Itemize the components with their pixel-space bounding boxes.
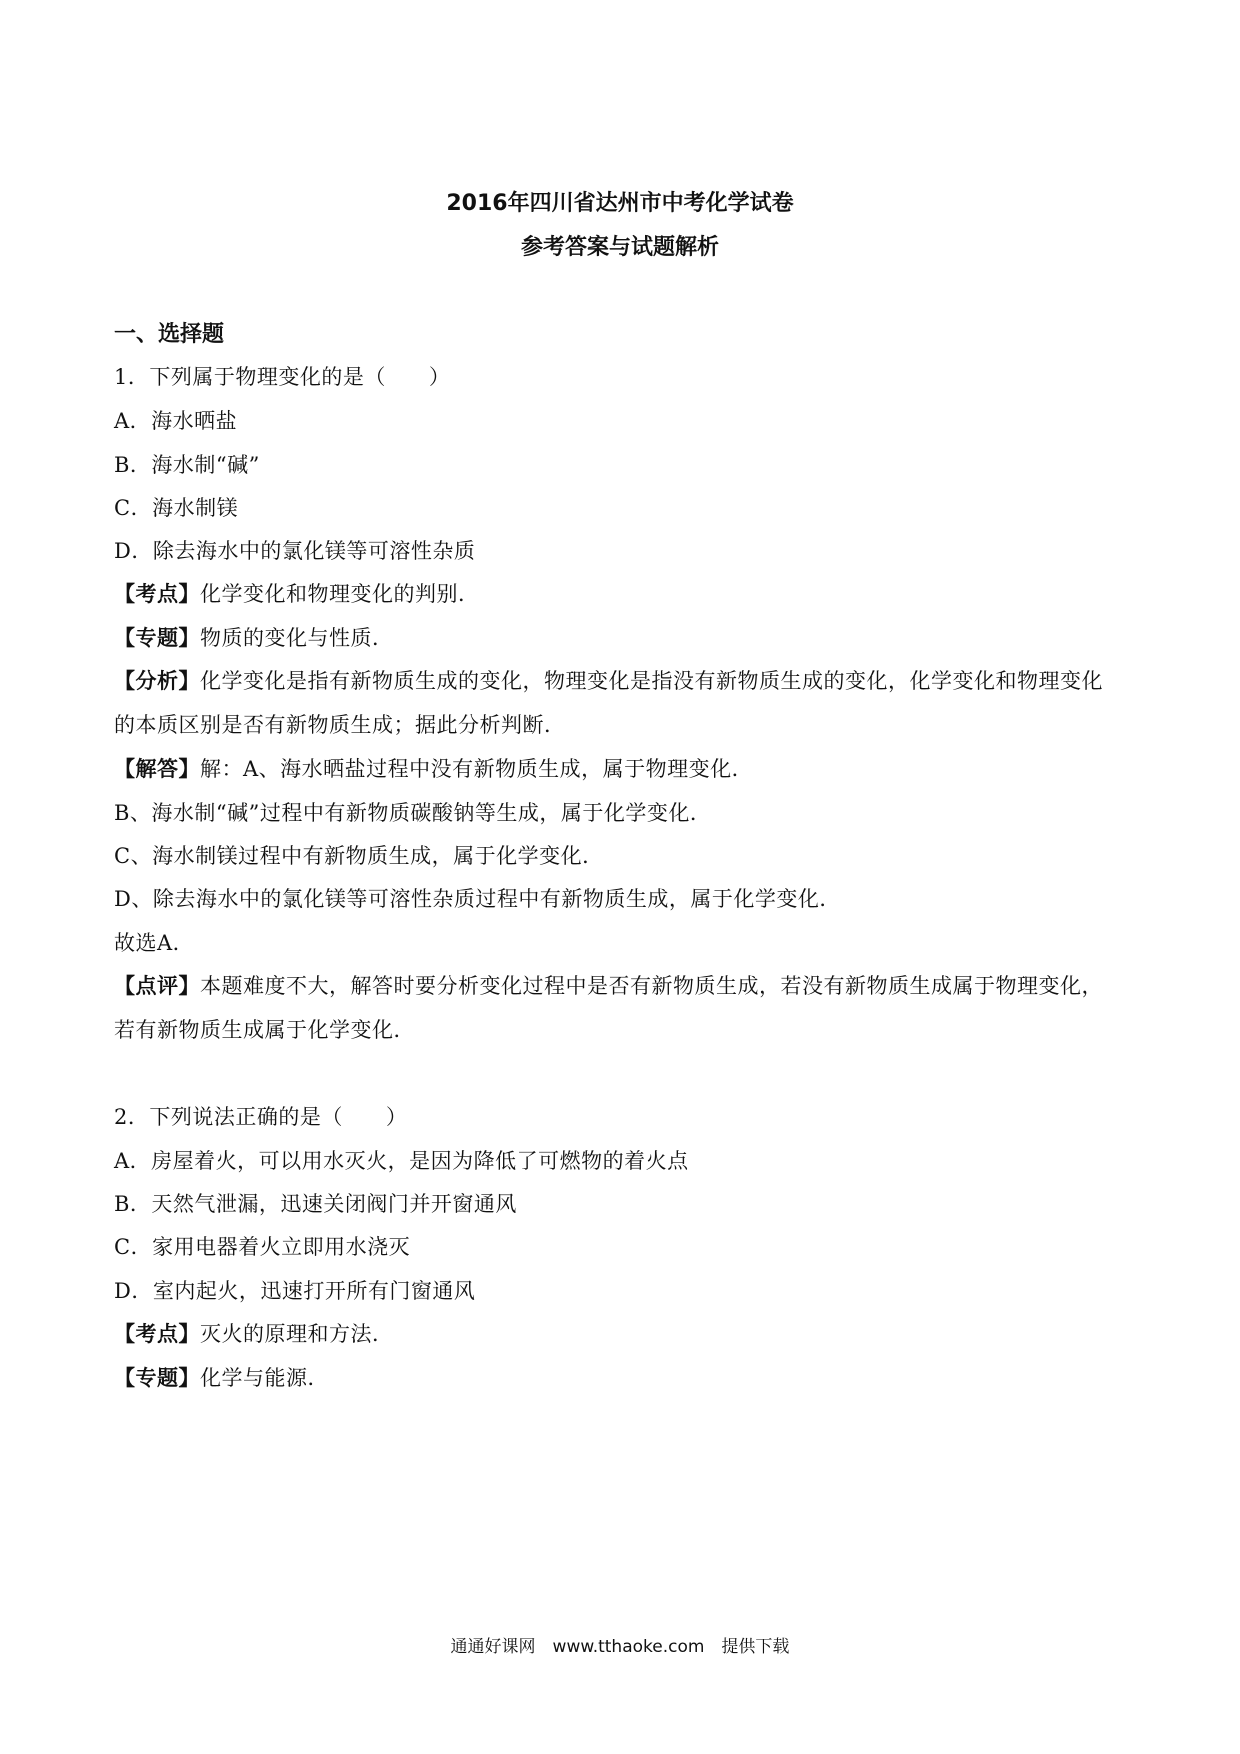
dianping-tag: 【点评】 bbox=[114, 974, 200, 998]
question-1-option-a: A．海水晒盐 bbox=[114, 409, 238, 433]
question-1-dianping-continued: 若有新物质生成属于化学变化． bbox=[114, 1018, 415, 1042]
question-1-fenxi bbox=[114, 665, 1103, 695]
question-1-jieda-d: D、除去海水中的氯化镁等可溶性杂质过程中有新物质生成，属于化学变化． bbox=[114, 887, 841, 911]
question-2-option-b: B．天然气泄漏，迅速关闭阀门并开窗通风 bbox=[114, 1192, 517, 1216]
question-1-fenxi-continued: 的本质区别是否有新物质生成；据此分析判断． bbox=[114, 713, 566, 737]
kaodian-tag: 【考点】 bbox=[114, 582, 200, 606]
zhuanti-tag: 【专题】 bbox=[114, 1366, 200, 1390]
jieda-tag: 【解答】 bbox=[114, 757, 200, 781]
page-footer: 通通好课网 www.tthaoke.com 提供下载 bbox=[450, 1637, 790, 1657]
question-2-stem: 2．下列说法正确的是（ ） bbox=[114, 1105, 408, 1129]
question-1-kaodian bbox=[114, 578, 480, 608]
question-1-jieda-c: C、海水制镁过程中有新物质生成，属于化学变化． bbox=[114, 844, 604, 868]
question-2-zhuanti bbox=[114, 1362, 329, 1392]
question-2-option-d: D．室内起火，迅速打开所有门窗通风 bbox=[114, 1279, 476, 1303]
question-2-option-c: C．家用电器着火立即用水浇灭 bbox=[114, 1235, 411, 1259]
question-1-option-b: B．海水制“碱” bbox=[114, 453, 260, 477]
kaodian-tag: 【考点】 bbox=[114, 1322, 200, 1346]
question-1-option-c: C．海水制镁 bbox=[114, 496, 239, 520]
question-2-option-a: A．房屋着火，可以用水灭火，是因为降低了可燃物的着火点 bbox=[114, 1149, 689, 1173]
fenxi-text-1: 化学变化是指有新物质生成的变化，物理变化是指没有新物质生成的变化，化学变化和物理变化 bbox=[200, 669, 1103, 693]
question-1-zhuanti bbox=[114, 622, 394, 652]
question-1-jieda bbox=[114, 753, 753, 783]
question-1-jieda-b: B、海水制“碱”过程中有新物质碳酸钠等生成，属于化学变化． bbox=[114, 801, 712, 825]
question-2-kaodian bbox=[114, 1318, 394, 1348]
zhuanti-text: 化学与能源． bbox=[200, 1366, 329, 1390]
kaodian-text: 灭火的原理和方法． bbox=[200, 1322, 394, 1346]
question-1-dianping bbox=[114, 970, 1103, 1000]
zhuanti-tag: 【专题】 bbox=[114, 626, 200, 650]
question-1-stem: 1．下列属于物理变化的是（ ） bbox=[114, 365, 451, 389]
question-1-option-d: D．除去海水中的氯化镁等可溶性杂质 bbox=[114, 539, 476, 563]
dianping-text-1: 本题难度不大，解答时要分析变化过程中是否有新物质生成，若没有新物质生成属于物理变化， bbox=[200, 974, 1103, 998]
fenxi-tag: 【分析】 bbox=[114, 669, 200, 693]
section-heading: 一、选择题 bbox=[114, 322, 225, 347]
kaodian-text: 化学变化和物理变化的判别． bbox=[200, 582, 480, 606]
document-title: 2016年四川省达州市中考化学试卷 bbox=[446, 191, 794, 216]
jieda-text-1: 解：A、海水晒盐过程中没有新物质生成，属于物理变化． bbox=[200, 757, 754, 781]
zhuanti-text: 物质的变化与性质． bbox=[200, 626, 394, 650]
document-subtitle: 参考答案与试题解析 bbox=[520, 235, 719, 260]
question-1-answer: 故选A． bbox=[114, 931, 195, 955]
